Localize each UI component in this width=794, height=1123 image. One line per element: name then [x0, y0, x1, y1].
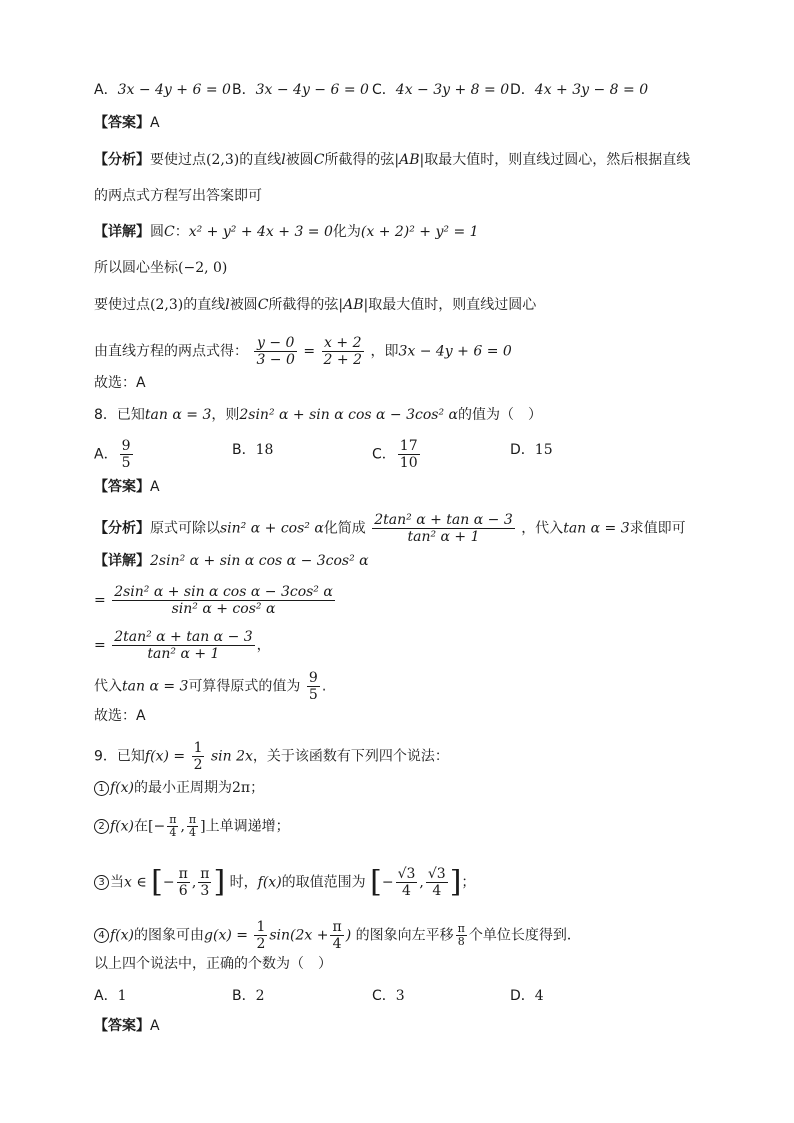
q8-substitute: 代入tan α = 3可算得原式的值为 $\frac{9}{5}$ .	[94, 670, 327, 703]
q8-step2: = $\frac{\text{2tan² α + tan α − 3}}{\text{tan² α + 1}}$ ，	[94, 629, 271, 662]
q8-option-b: B．18	[232, 442, 274, 458]
q7-option-a: A．3x − 4y + 6 = 0	[94, 82, 231, 98]
q7-center: 所以圆心坐标(−2, 0)	[94, 260, 228, 276]
q9-stem: 9．已知f(x) = $\frac{1}{2}$ sin 2x，关于该函数有下列四个说法：	[94, 740, 449, 773]
q9-option-d: D．4	[510, 988, 544, 1004]
q8-stem: 8．已知tan α = 3，则2sin² α + sin α cos α − 3cos² α的值为（ ）	[94, 407, 542, 423]
q9-option-a: A．1	[94, 988, 127, 1004]
q8-choose: 故选：A	[94, 708, 146, 724]
q9-statement-2: 2 f(x)在[− $\frac{\pi}{4}$ , $\frac{\pi}{4}$ ]上单调递增；	[94, 814, 290, 839]
q9-option-b: B．2	[232, 988, 265, 1004]
q8-detail: 【详解】2sin² α + sin α cos α − 3cos² α	[94, 553, 369, 569]
q8-analysis: 【分析】原式可除以sin² α + cos² α化简成 $\frac{\text{2tan² α + tan α − 3}}{\text{tan² α + 1}}$ ，代入tan α = 3求值即可	[94, 512, 686, 545]
q7-two-point-form: 由直线方程的两点式得： $\frac{y - 0}{3 - 0}$ = $\frac{x + 2}{2 + 2}$ ，即3x − 4y + 6 = 0	[94, 335, 512, 368]
q7-option-d: D．4x + 3y − 8 = 0	[510, 82, 649, 98]
q7-detail: 【详解】圆C：x² + y² + 4x + 3 = 0化为(x + 2)² + y² = 1	[94, 224, 479, 240]
q8-answer: 【答案】A	[94, 479, 160, 495]
circled-number-icon: 1	[94, 781, 109, 796]
q8-option-a: A． $\frac{9}{5}$	[94, 438, 131, 471]
fraction: $\frac{y - 0}{3 - 0}$	[256, 335, 295, 368]
q7-detail-repeat: 要使过点(2,3)的直线l被圆C所截得的弦|AB|取最大值时，则直线过圆心	[94, 297, 537, 313]
circled-number-icon: 4	[94, 928, 109, 943]
q7-answer: 【答案】A	[94, 115, 160, 131]
q8-step1: = $\frac{\text{2sin² α + sin α cos α − 3cos² α}}{\text{sin² α + cos² α}}$	[94, 584, 333, 617]
circled-number-icon: 3	[94, 875, 109, 890]
q9-statement-3: 3 当x ∈ [− $\frac{\pi}{6}$ , $\frac{\pi}{3}$ ] 时，f(x)的取值范围为 [− $\frac{√3}{4}$ , $\frac{√3}{4}$ ]；	[94, 866, 475, 899]
q9-statement-1: 1 f(x)的最小正周期为2π；	[94, 778, 264, 798]
circled-number-icon: 2	[94, 819, 109, 834]
q7-option-c: C．4x − 3y + 8 = 0	[372, 82, 510, 98]
fraction: $\frac{x + 2}{2 + 2}$	[323, 335, 362, 368]
q8-option-d: D．15	[510, 442, 553, 458]
q7-option-b: B．3x − 4y − 6 = 0	[232, 82, 369, 98]
q9-option-c: C．3	[372, 988, 405, 1004]
q9-statement-4: 4 f(x)的图象可由g(x) = $\frac{1}{2}$ sin(2x + $\frac{\pi}{4}$ ) 的图象向左平移 $\frac{\pi}{8}$ 个单位长度得到．	[94, 919, 581, 952]
q7-analysis: 【分析】要使过点(2,3)的直线l被圆C所截得的弦|AB|取最大值时，则直线过圆心，然后根据直线	[94, 152, 691, 168]
q9-answer: 【答案】A	[94, 1018, 160, 1034]
q7-choose: 故选：A	[94, 375, 146, 391]
q8-option-c: C． $\frac{17}{10}$	[372, 438, 418, 471]
q7-analysis-line2: 的两点式方程写出答案即可	[94, 188, 262, 204]
q9-count-question: 以上四个说法中，正确的个数为（ ）	[94, 956, 332, 972]
